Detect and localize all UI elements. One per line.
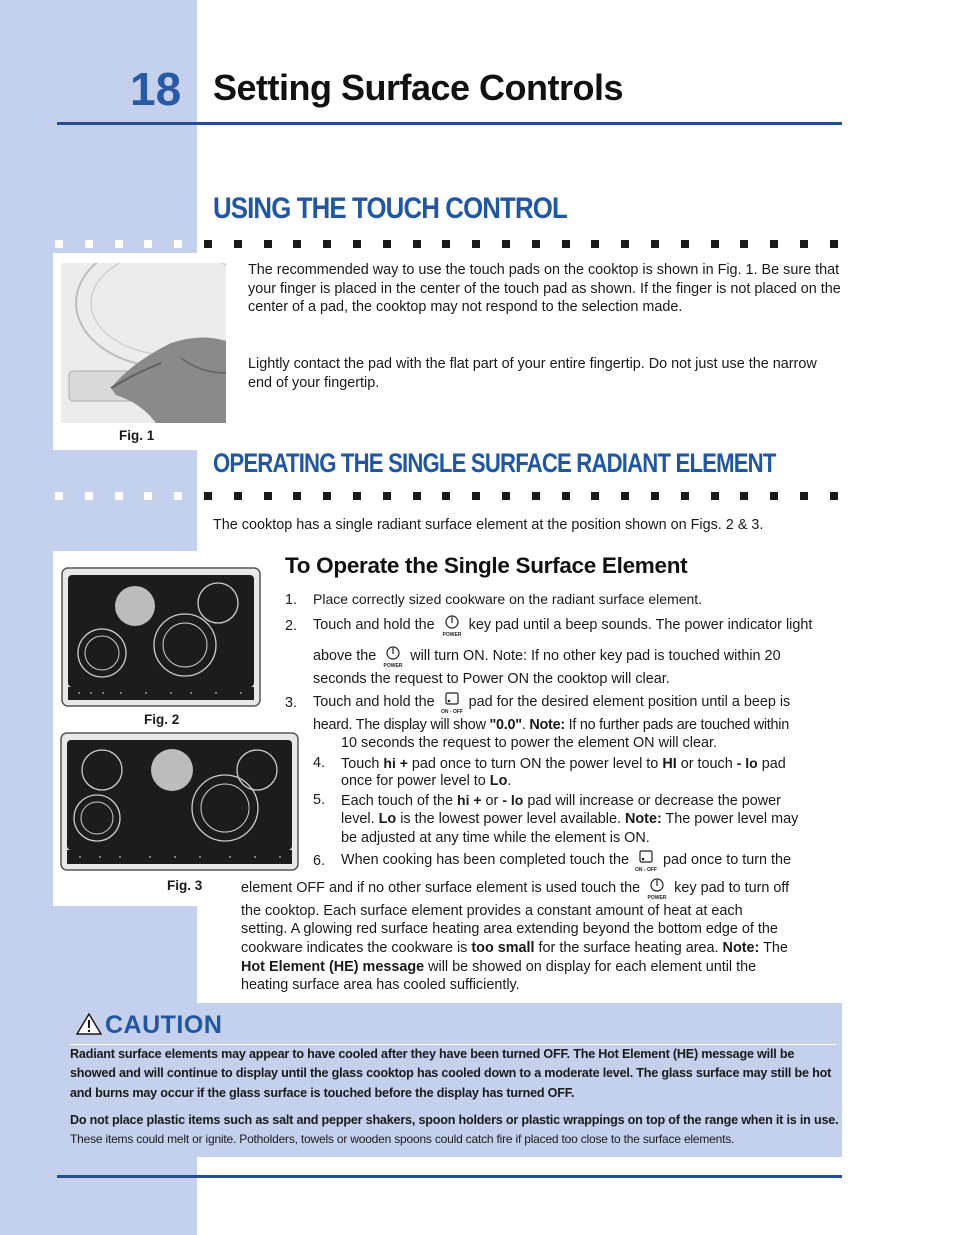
subheading-operate-single-element: To Operate the Single Surface Element xyxy=(285,553,688,578)
note-label: Note: xyxy=(722,940,760,956)
caution-paragraph-2 xyxy=(70,1111,840,1150)
power-icon xyxy=(380,645,406,670)
divider-dot xyxy=(532,492,540,500)
step-2-line-1 xyxy=(313,614,843,639)
step-text: or xyxy=(485,793,499,809)
step-6-continuation-5 xyxy=(241,958,843,977)
step-text: Touch xyxy=(341,756,380,772)
step-text: pad xyxy=(761,756,786,772)
divider-dot xyxy=(711,240,719,248)
lo-level: Lo xyxy=(489,773,508,789)
header-rule xyxy=(57,122,842,125)
step-text: The xyxy=(763,940,788,956)
step-6-continuation-4 xyxy=(241,939,843,958)
step-text: When cooking has been completed touch the xyxy=(341,852,630,868)
divider-dot xyxy=(323,240,331,248)
dotted-divider xyxy=(55,492,845,501)
step-text: If no further pads are touched within xyxy=(568,717,789,733)
divider-dot xyxy=(591,492,599,500)
divider-dot xyxy=(442,240,450,248)
step-text: key pad to turn off xyxy=(674,879,790,896)
step-text: key pad until a beep sounds. The power indicator light xyxy=(468,617,813,633)
step-text: heard. The display will show xyxy=(313,717,486,733)
step-6-continuation-6: heating surface area has cooled sufficiently. xyxy=(241,977,520,993)
step-number: 6. xyxy=(313,853,326,869)
step-number: 1. xyxy=(285,592,298,608)
divider-dot xyxy=(651,240,659,248)
hi-plus-key: hi + xyxy=(383,755,408,771)
divider-dot xyxy=(562,240,570,248)
power-icon-label: POWER xyxy=(383,663,403,670)
step-text: . xyxy=(521,717,526,733)
step-6-line-1 xyxy=(341,849,846,874)
dotted-divider xyxy=(55,240,845,249)
divider-dot xyxy=(562,492,570,500)
divider-dot xyxy=(204,492,212,500)
divider-dot xyxy=(711,492,719,500)
divider-dot xyxy=(651,492,659,500)
step-text: . xyxy=(507,773,512,789)
section-heading-radiant-element: OPERATING THE SINGLE SURFACE RADIANT ELEMENT xyxy=(213,448,776,478)
note-label: Note: xyxy=(529,717,565,733)
warning-triangle-icon xyxy=(76,1013,102,1040)
step-text: or touch xyxy=(680,756,733,772)
step-text: The power level may xyxy=(665,811,799,827)
page-number: 18 xyxy=(130,63,182,115)
step-text: once for power level to xyxy=(341,773,486,789)
divider-dot xyxy=(621,492,629,500)
divider-dot xyxy=(264,492,272,500)
step-number: 5. xyxy=(313,792,326,808)
step-number: 3. xyxy=(285,695,298,711)
fig2-label: Fig. 2 xyxy=(144,712,180,727)
divider-dot xyxy=(830,240,838,248)
divider-dot xyxy=(830,492,838,500)
divider-dot xyxy=(502,492,510,500)
page-title: Setting Surface Controls xyxy=(213,67,624,108)
step-text: pad will increase or decrease the power xyxy=(527,793,781,809)
divider-dot xyxy=(353,492,361,500)
radiant-intro-paragraph: The cooktop has a single radiant surface element at the position shown on Figs. 2 & 3. xyxy=(213,517,764,533)
fig1-finger-photo xyxy=(61,263,226,423)
divider-dot xyxy=(323,492,331,500)
step-5-line-3: be adjusted at any time while the element is ON. xyxy=(341,830,650,846)
step-text: Each touch of the xyxy=(341,793,454,809)
caution-regular-text: These items could melt or ignite. Potholders, towels or wooden spoons could catch fire if placed too close to the surface elements. xyxy=(70,1132,735,1147)
divider-dot xyxy=(621,240,629,248)
caution-title: CAUTION xyxy=(105,1011,223,1039)
divider-dot xyxy=(681,240,689,248)
divider-dot xyxy=(472,492,480,500)
hi-level: HI xyxy=(662,756,677,772)
touch-control-paragraph-2: Lightly contact the pad with the flat part of your entire fingertip. Do not just use the narrow end of your fingertip. xyxy=(248,356,817,391)
divider-dot xyxy=(383,240,391,248)
divider-dot xyxy=(681,492,689,500)
divider-dot xyxy=(264,240,272,248)
step-2-line-2 xyxy=(313,645,843,670)
note-label: Note: xyxy=(624,811,662,827)
on-off-icon xyxy=(633,849,659,874)
divider-dot xyxy=(740,492,748,500)
divider-dot xyxy=(85,492,93,500)
step-text: is the lowest power level available. xyxy=(400,811,621,827)
hi-plus-key: hi + xyxy=(457,792,482,808)
lo-minus-key: - lo xyxy=(502,792,524,808)
divider-dot xyxy=(413,492,421,500)
divider-dot xyxy=(204,240,212,248)
fig3-cooktop-illustration xyxy=(60,732,300,877)
display-value: "0.0" xyxy=(489,717,522,733)
lo-minus-key: - lo xyxy=(736,755,758,771)
divider-dot xyxy=(85,240,93,248)
divider-dot xyxy=(413,240,421,248)
divider-dot xyxy=(144,240,152,248)
divider-dot xyxy=(770,492,778,500)
step-text: pad once to turn ON the power level to xyxy=(411,756,659,772)
divider-dot xyxy=(293,240,301,248)
step-2-line-3: seconds the request to Power ON the cooktop will clear. xyxy=(313,671,670,687)
divider-dot xyxy=(55,240,63,248)
fig1-label: Fig. 1 xyxy=(119,428,155,443)
step-3-line-3: 10 seconds the request to power the element ON will clear. xyxy=(341,735,717,751)
step-text: pad for the desired element position until a beep is xyxy=(468,694,791,710)
footer-rule xyxy=(57,1175,842,1178)
step-number: 4. xyxy=(313,755,326,771)
divider-dot xyxy=(740,240,748,248)
step-6-continuation-3: setting. A glowing red surface heating area extending beyond the bottom edge of the xyxy=(241,921,778,937)
step-text: Touch and hold the xyxy=(313,694,435,710)
emphasis: Hot Element (HE) message xyxy=(241,959,425,975)
power-icon-label: POWER xyxy=(442,632,462,639)
divider-dot xyxy=(234,240,242,248)
lo-level: Lo xyxy=(378,811,397,827)
divider-dot xyxy=(174,240,182,248)
divider-dot xyxy=(591,240,599,248)
step-text: pad once to turn the xyxy=(663,852,792,868)
divider-dot xyxy=(55,492,63,500)
step-text: for the surface heating area. xyxy=(538,940,719,956)
step-6-continuation-2: the cooktop. Each surface element provides a constant amount of heat at each xyxy=(241,903,743,919)
step-6-continuation-1 xyxy=(241,877,843,899)
divider-dot xyxy=(115,492,123,500)
fig3-label: Fig. 3 xyxy=(167,878,203,893)
caution-paragraph-1: Radiant surface elements may appear to have cooled after they have been turned OFF. The Hot Element (HE) message will be showed and will continue to display until the glass cooktop has cooled down to a moderate level. The glass surface may still be hot and burns may occur if the glass surface is touched before the display has turned OFF. xyxy=(70,1047,832,1100)
power-icon-label: POWER xyxy=(647,895,667,901)
divider-dot xyxy=(144,492,152,500)
step-1-text: Place correctly sized cookware on the radiant surface element. xyxy=(313,591,703,607)
fig2-cooktop-illustration xyxy=(61,567,261,712)
on-off-icon xyxy=(439,691,465,716)
divider-dot xyxy=(353,240,361,248)
divider-dot xyxy=(174,492,182,500)
step-number: 2. xyxy=(285,618,298,634)
touch-control-paragraph-1: The recommended way to use the touch pads on the cooktop is shown in Fig. 1. Be sure that your finger is placed in the center of the touch pad as shown. If the finger is not placed on the center of a pad, the cooktop may not respond to the selection made. xyxy=(248,262,841,316)
divider-dot xyxy=(115,240,123,248)
power-icon xyxy=(644,877,670,899)
divider-dot xyxy=(293,492,301,500)
caution-bold-text: Do not place plastic items such as salt and pepper shakers, spoon holders or plastic wrappings on top of the range when it is in use. xyxy=(70,1113,839,1127)
divider-dot xyxy=(234,492,242,500)
step-text: Touch and hold the xyxy=(313,617,435,633)
divider-dot xyxy=(472,240,480,248)
step-text: cookware indicates the cookware is xyxy=(241,940,468,956)
step-text: level. xyxy=(341,811,375,827)
divider-dot xyxy=(800,492,808,500)
power-icon xyxy=(439,614,465,639)
step-3-line-1 xyxy=(313,691,843,716)
divider-dot xyxy=(442,492,450,500)
divider-dot xyxy=(800,240,808,248)
divider-dot xyxy=(770,240,778,248)
step-text: will turn ON. Note: If no other key pad is touched within 20 xyxy=(410,648,781,664)
on-off-icon-label: ON - OFF xyxy=(635,867,657,874)
section-heading-touch-control: USING THE TOUCH CONTROL xyxy=(213,192,567,225)
emphasis: too small xyxy=(471,940,535,956)
divider-dot xyxy=(502,240,510,248)
step-text: above the xyxy=(313,648,377,664)
divider-dot xyxy=(383,492,391,500)
on-off-icon-label: ON - OFF xyxy=(440,709,463,716)
step-text: will be showed on display for each element until the xyxy=(428,959,757,975)
divider-dot xyxy=(532,240,540,248)
step-text: element OFF and if no other surface element is used touch the xyxy=(241,879,641,896)
